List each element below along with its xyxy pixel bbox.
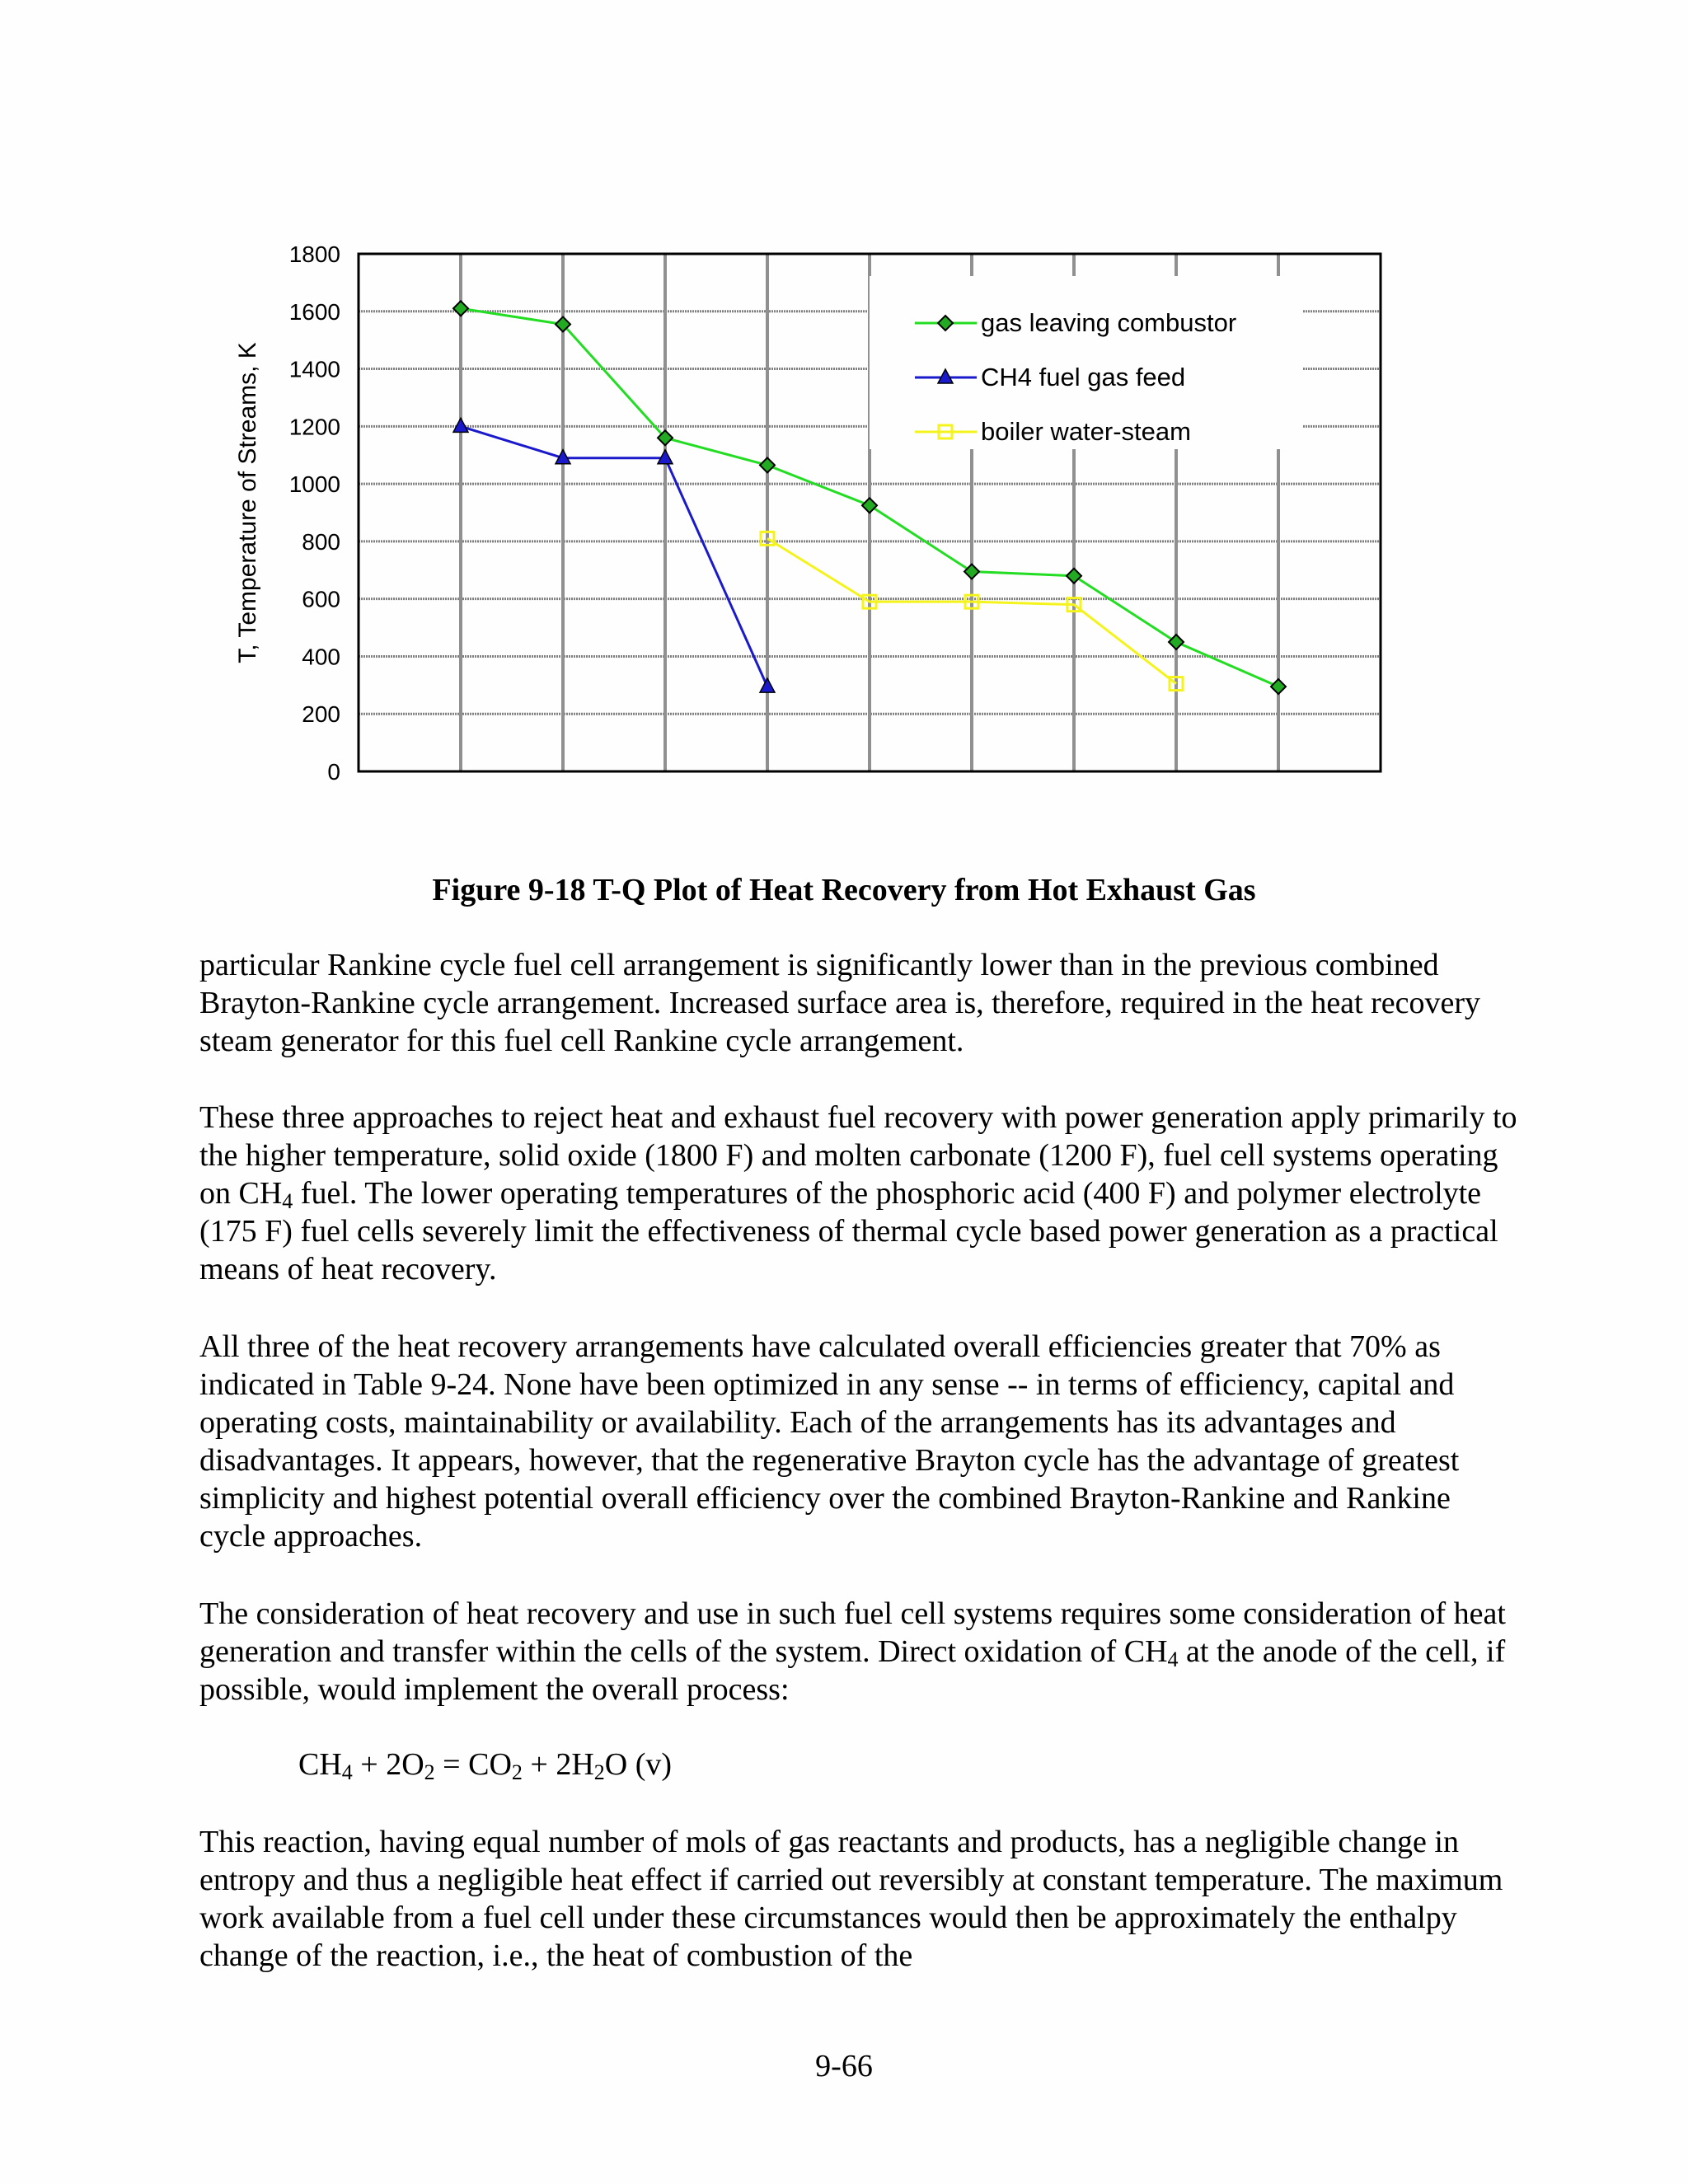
- data-point: [760, 457, 775, 472]
- paragraph-2-part-b: fuel. The lower operating temperatures of the phosphoric acid (400 F) and polymer electrolyte (175 F) fuel cells severely limit the effectiveness of thermal cycle based power generation as a practical means of heat recovery.: [199, 1176, 1498, 1286]
- paragraph-1: particular Rankine cycle fuel cell arrangement is significantly lower than in the previous combined Brayton-Rankine cycle arrangement. Increased surface area is, therefore, required in the heat recovery steam generator for this fuel cell Rankine cycle arrangement.: [199, 948, 1481, 1058]
- paragraph-4: [199, 1595, 1518, 1708]
- y-tick-label: 0: [327, 759, 340, 785]
- series-2: [453, 418, 775, 692]
- y-tick-label: 800: [302, 528, 340, 555]
- y-tick-label: 200: [302, 701, 340, 728]
- data-point: [964, 565, 979, 579]
- legend-label: boiler water-steam: [981, 417, 1191, 446]
- data-point: [1169, 635, 1184, 649]
- y-tick-label: 1600: [288, 298, 340, 325]
- data-point: [1271, 679, 1286, 694]
- chart-legend: [870, 276, 1302, 449]
- page-number: 9-66: [815, 2049, 873, 2083]
- eq-text: CH: [298, 1747, 342, 1782]
- series-line: [461, 426, 767, 687]
- y-tick-label: 1000: [288, 471, 340, 498]
- eq-subscript: 2: [424, 1760, 435, 1784]
- legend-label: CH4 fuel gas feed: [981, 363, 1186, 391]
- eq-text: + 2H: [522, 1747, 594, 1782]
- y-tick-labels: [289, 241, 340, 785]
- eq-subscript: 4: [341, 1760, 353, 1784]
- y-axis-label: T, Temperature of Streams, K: [234, 342, 261, 663]
- y-tick-label: 1200: [288, 414, 340, 440]
- tq-chart: [214, 223, 1418, 816]
- subscript: 4: [282, 1189, 293, 1213]
- paragraph-5: This reaction, having equal number of mols of gas reactants and products, has a negligible change in entropy and thus a negligible heat effect if carried out reversibly at constant temperature. The maximum work available from a fuel cell under these circumstances would then be approximately the enthalpy change of the reaction, i.e., the heat of combustion of the: [199, 1825, 1503, 1973]
- y-tick-label: 1800: [288, 241, 340, 267]
- subscript: 4: [1167, 1647, 1179, 1671]
- paragraph-3: All three of the heat recovery arrangements have calculated overall efficiencies greater that 70% as indicated in Table 9-24. None have been optimized in any sense -- in terms of efficiency, capital and operating costs, maintainability or availability. Each of the arrangements has its advantages and disadvantages. It appears, however, that the regenerative Brayton cycle has the advantage of greatest simplicity and highest potential overall efficiency over the combined Brayton-Rankine and Rankine cycle approaches.: [199, 1329, 1460, 1554]
- y-tick-label: 600: [302, 586, 340, 612]
- legend-label: gas leaving combustor: [981, 308, 1237, 337]
- eq-text: = CO: [434, 1747, 512, 1782]
- eq-subscript: 2: [511, 1760, 523, 1784]
- y-tick-label: 1400: [288, 356, 340, 382]
- eq-text: + 2O: [352, 1747, 424, 1782]
- reaction-equation: [298, 1746, 672, 1783]
- paragraph-4-part-b: at the anode of the cell, if possible, would implement the overall process:: [199, 1634, 1506, 1707]
- paragraph-2-part-a: These three approaches to reject heat and exhaust fuel recovery with power generation apply primarily to the higher temperature, solid oxide (1800 F) and molten carbonate (1200 F), fuel cell systems operating on CH: [199, 1100, 1517, 1211]
- figure-caption: Figure 9-18 T-Q Plot of Heat Recovery from Hot Exhaust Gas: [432, 873, 1256, 907]
- data-point: [453, 301, 468, 316]
- eq-text: O (v): [604, 1747, 673, 1782]
- paragraph-2: [199, 1099, 1518, 1288]
- y-tick-label: 400: [302, 644, 340, 670]
- data-point: [862, 498, 877, 513]
- eq-subscript: 2: [593, 1760, 605, 1784]
- data-point: [453, 418, 468, 432]
- paragraph-4-part-a: The consideration of heat recovery and use in such fuel cell systems requires some consideration of heat generation and transfer within the cells of the system. Direct oxidation of CH: [199, 1596, 1506, 1669]
- data-point: [760, 678, 775, 692]
- data-point: [1067, 569, 1081, 583]
